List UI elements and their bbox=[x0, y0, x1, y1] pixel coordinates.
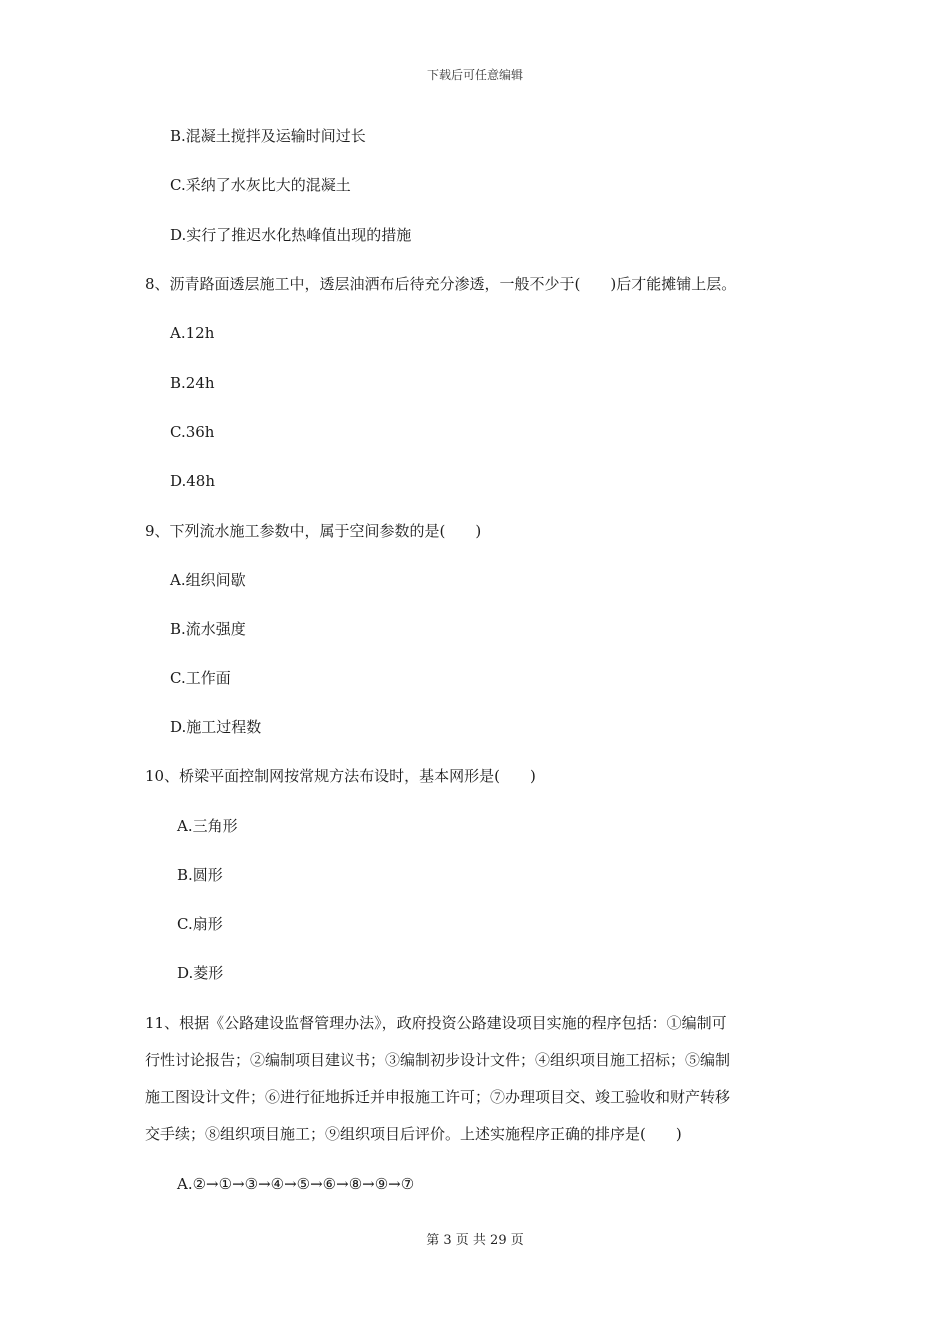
q11-stem-line-2: 行性讨论报告；②编制项目建议书；③编制初步设计文件；④组织项目施工招标；⑤编制 bbox=[145, 1051, 731, 1069]
q11-stem-line-1: 11、根据《公路建设监督管理办法》，政府投资公路建设项目实施的程序包括：①编制可 bbox=[145, 1014, 727, 1032]
q11-stem-line-3: 施工图设计文件；⑥进行征地拆迁并申报施工许可；⑦办理项目交、竣工验收和财产转移 bbox=[145, 1088, 731, 1106]
q7-option-d: D.实行了推迟水化热峰值出现的措施 bbox=[170, 226, 412, 244]
q10-option-a: A.三角形 bbox=[177, 817, 238, 835]
q9-option-c: C.工作面 bbox=[170, 669, 231, 687]
q11-stem-line-4: 交手续；⑧组织项目施工；⑨组织项目后评价。上述实施程序正确的排序是( ) bbox=[145, 1125, 682, 1143]
q7-option-b: B.混凝土搅拌及运输时间过长 bbox=[170, 127, 366, 145]
q10-option-d: D.菱形 bbox=[177, 964, 224, 982]
page-header: 下载后可任意编辑 bbox=[426, 68, 523, 82]
q9-option-a: A.组织间歇 bbox=[170, 571, 246, 589]
q9-stem: 9、下列流水施工参数中，属于空间参数的是( ) bbox=[145, 522, 482, 540]
q8-option-b: B.24h bbox=[170, 374, 215, 392]
q10-option-b: B.圆形 bbox=[177, 866, 223, 884]
q10-option-c: C.扇形 bbox=[177, 915, 223, 933]
q11-option-a: A.②→①→③→④→⑤→⑥→⑧→⑨→⑦ bbox=[177, 1175, 415, 1193]
q8-option-c: C.36h bbox=[170, 423, 215, 441]
q10-stem: 10、桥梁平面控制网按常规方法布设时，基本网形是( ) bbox=[145, 767, 536, 785]
q9-option-d: D.施工过程数 bbox=[170, 718, 262, 736]
q9-option-b: B.流水强度 bbox=[170, 620, 246, 638]
q8-option-d: D.48h bbox=[170, 472, 216, 490]
page-footer: 第 3 页 共 29 页 bbox=[426, 1233, 524, 1248]
q8-stem: 8、沥青路面透层施工中，透层油洒布后待充分渗透，一般不少于( )后才能摊铺上层。 bbox=[145, 275, 737, 293]
q8-option-a: A.12h bbox=[170, 324, 215, 342]
q7-option-c: C.采纳了水灰比大的混凝土 bbox=[170, 176, 351, 194]
